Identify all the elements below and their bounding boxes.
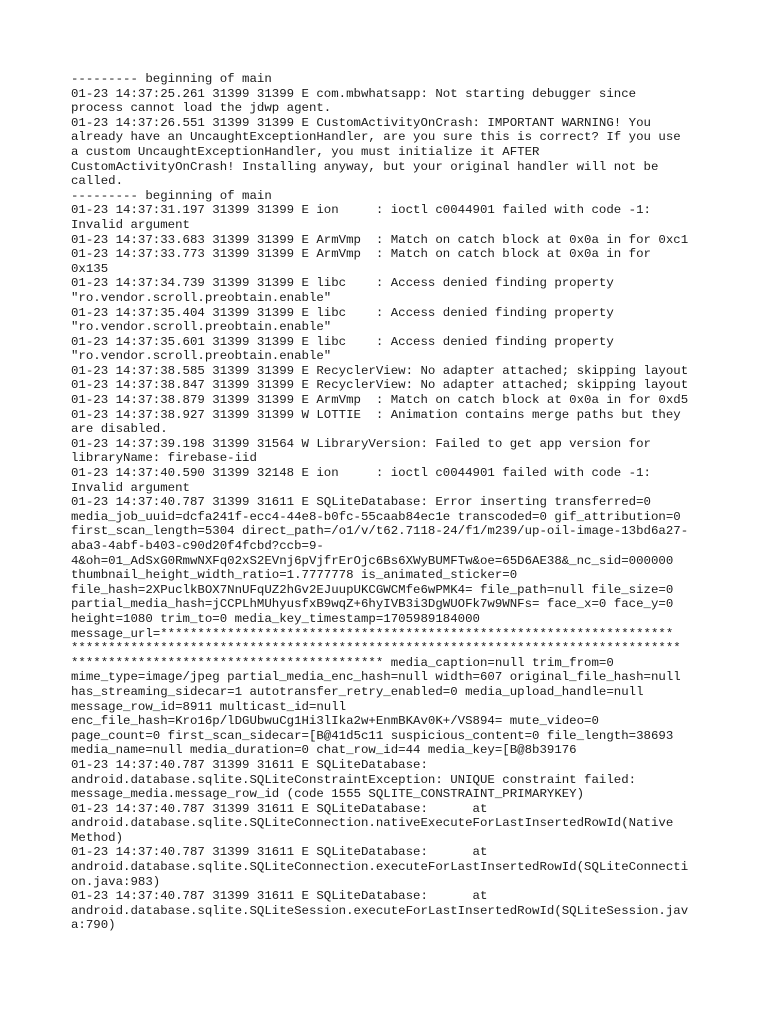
log-line: 01-23 14:37:40.787 31399 31611 E SQLiteDatabase: at bbox=[71, 889, 488, 904]
log-line: already have an UncaughtExceptionHandler, are you sure this is correct? If you use bbox=[71, 130, 681, 145]
log-line: aba3-4abf-b403-c90d20f4fcbd?ccb=9- bbox=[71, 539, 324, 553]
log-text-body bbox=[71, 72, 711, 933]
log-line: height=1080 trim_to=0 media_key_timestamp=1705989184000 bbox=[71, 611, 480, 626]
log-line: android.database.sqlite.SQLiteConnection.executeForLastInsertedRowId(SQLiteConnecti bbox=[71, 860, 689, 875]
log-line: 01-23 14:37:38.585 31399 31399 E RecyclerView: No adapter attached; skipping layout bbox=[71, 363, 689, 378]
log-line: a:790) bbox=[71, 918, 116, 933]
log-line: file_hash=2XPuclkBOX7NnUFqUZ2hGv2EJuupUKCGWCMfe6wPMK4= file_path=null file_size=0 bbox=[71, 582, 674, 597]
log-line: "ro.vendor.scroll.preobtain.enable" bbox=[71, 290, 332, 305]
log-line: partial_media_hash=jCCPLhMUhyusfxB9wqZ+6hyIVB3i3DgWUOFk7w9WNFs= face_x=0 face_y=0 bbox=[71, 597, 674, 612]
log-line: Invalid argument bbox=[71, 217, 190, 232]
log-line: 01-23 14:37:26.551 31399 31399 E CustomActivityOnCrash: IMPORTANT WARNING! You bbox=[71, 115, 651, 130]
log-line: "ro.vendor.scroll.preobtain.enable" bbox=[71, 320, 332, 335]
log-line: ********************************************************************************** bbox=[71, 641, 681, 656]
log-line: 01-23 14:37:40.787 31399 31611 E SQLiteDatabase: at bbox=[71, 801, 488, 816]
log-line: 4&oh=01_AdSxG0RmwNXFq02xS2EVnj6pVjfrErOjc6Bs6XWyBUMFTw&oe=65D6AE38&_nc_sid=000000 bbox=[71, 553, 674, 568]
log-line: android.database.sqlite.SQLiteConnection.nativeExecuteForLastInsertedRowId(Native bbox=[71, 816, 674, 831]
log-line: libraryName: firebase-iid bbox=[71, 451, 257, 466]
log-line: 01-23 14:37:38.927 31399 31399 W LOTTIE : Animation contains merge paths but they bbox=[71, 407, 681, 422]
log-line: CustomActivityOnCrash! Installing anyway, but your original handler will not be bbox=[71, 159, 659, 174]
log-line: called. bbox=[71, 174, 124, 189]
log-line: 01-23 14:37:25.261 31399 31399 E com.mbwhatsapp: Not starting debugger since bbox=[71, 86, 637, 101]
log-line: Method) bbox=[71, 830, 124, 845]
log-line: 01-23 14:37:33.773 31399 31399 E ArmVmp : Match on catch block at 0x0a in for bbox=[71, 247, 651, 262]
log-line: 01-23 14:37:33.683 31399 31399 E ArmVmp : Match on catch block at 0x0a in for 0xc1 bbox=[71, 232, 689, 247]
log-line: 01-23 14:37:31.197 31399 31399 E ion : ioctl c0044901 failed with code -1: bbox=[71, 203, 651, 218]
log-line: 01-23 14:37:35.404 31399 31399 E libc : Access denied finding property bbox=[71, 305, 614, 320]
log-line: thumbnail_height_width_ratio=1.7777778 is_animated_sticker=0 bbox=[71, 568, 518, 583]
log-line: process cannot load the jdwp agent. bbox=[71, 101, 332, 116]
log-line: media_name=null media_duration=0 chat_row_id=44 media_key=[B@8b39176 bbox=[71, 743, 577, 758]
log-line: first_scan_length=5304 direct_path=/o1/v/t62.7118-24/f1/m239/up-oil-image-13bd6a27- bbox=[71, 524, 689, 539]
log-line: 0x135 bbox=[71, 261, 109, 276]
log-line: ****************************************** media_caption=null trim_from=0 bbox=[71, 655, 614, 670]
log-line: 01-23 14:37:38.847 31399 31399 E RecyclerView: No adapter attached; skipping layout bbox=[71, 378, 689, 393]
log-line: message_row_id=8911 multicast_id=null bbox=[71, 699, 347, 714]
log-line: 01-23 14:37:40.787 31399 31611 E SQLiteDatabase: Error inserting transferred=0 bbox=[71, 495, 651, 510]
log-line: --------- beginning of main bbox=[71, 188, 272, 203]
log-line: 01-23 14:37:38.879 31399 31399 E ArmVmp : Match on catch block at 0x0a in for 0xd5 bbox=[71, 393, 689, 408]
log-line: android.database.sqlite.SQLiteConstraintException: UNIQUE constraint failed: bbox=[71, 772, 637, 787]
log-line: 01-23 14:37:40.787 31399 31611 E SQLiteDatabase: at bbox=[71, 845, 488, 860]
log-line: message_url=********************************************************************* bbox=[71, 626, 674, 641]
log-line: enc_file_hash=Kro16p/lDGUbwuCg1Hi3lIka2w+EnmBKAv0K+/VS894= mute_video=0 bbox=[71, 714, 599, 729]
log-line: are disabled. bbox=[71, 422, 168, 437]
log-line: Invalid argument bbox=[71, 480, 190, 495]
log-line: android.database.sqlite.SQLiteSession.executeForLastInsertedRowId(SQLiteSession.jav bbox=[71, 903, 689, 918]
log-line: "ro.vendor.scroll.preobtain.enable" bbox=[71, 349, 332, 364]
log-line: has_streaming_sidecar=1 autotransfer_retry_enabled=0 media_upload_handle=null bbox=[71, 684, 644, 699]
log-line: 01-23 14:37:39.198 31399 31564 W LibraryVersion: Failed to get app version for bbox=[71, 436, 651, 451]
log-line: page_count=0 first_scan_sidecar=[B@41d5c11 suspicious_content=0 file_length=38693 bbox=[71, 728, 674, 743]
log-line: 01-23 14:37:40.787 31399 31611 E SQLiteDatabase: bbox=[71, 757, 428, 772]
log-line: 01-23 14:37:34.739 31399 31399 E libc : Access denied finding property bbox=[71, 276, 614, 291]
log-line: media_job_uuid=dcfa241f-ecc4-44e8-b0fc-55caab84ec1e transcoded=0 gif_attribution=0 bbox=[71, 509, 681, 524]
log-line: a custom UncaughtExceptionHandler, you must initialize it AFTER bbox=[71, 144, 540, 159]
log-line: 01-23 14:37:35.601 31399 31399 E libc : Access denied finding property bbox=[71, 334, 614, 349]
log-line: --------- beginning of main bbox=[71, 72, 272, 86]
log-line: mime_type=image/jpeg partial_media_enc_hash=null width=607 original_file_hash=null bbox=[71, 670, 681, 685]
log-line: on.java:983) bbox=[71, 874, 161, 889]
log-line: 01-23 14:37:40.590 31399 32148 E ion : ioctl c0044901 failed with code -1: bbox=[71, 466, 651, 481]
log-line: message_media.message_row_id (code 1555 SQLITE_CONSTRAINT_PRIMARYKEY) bbox=[71, 787, 585, 802]
